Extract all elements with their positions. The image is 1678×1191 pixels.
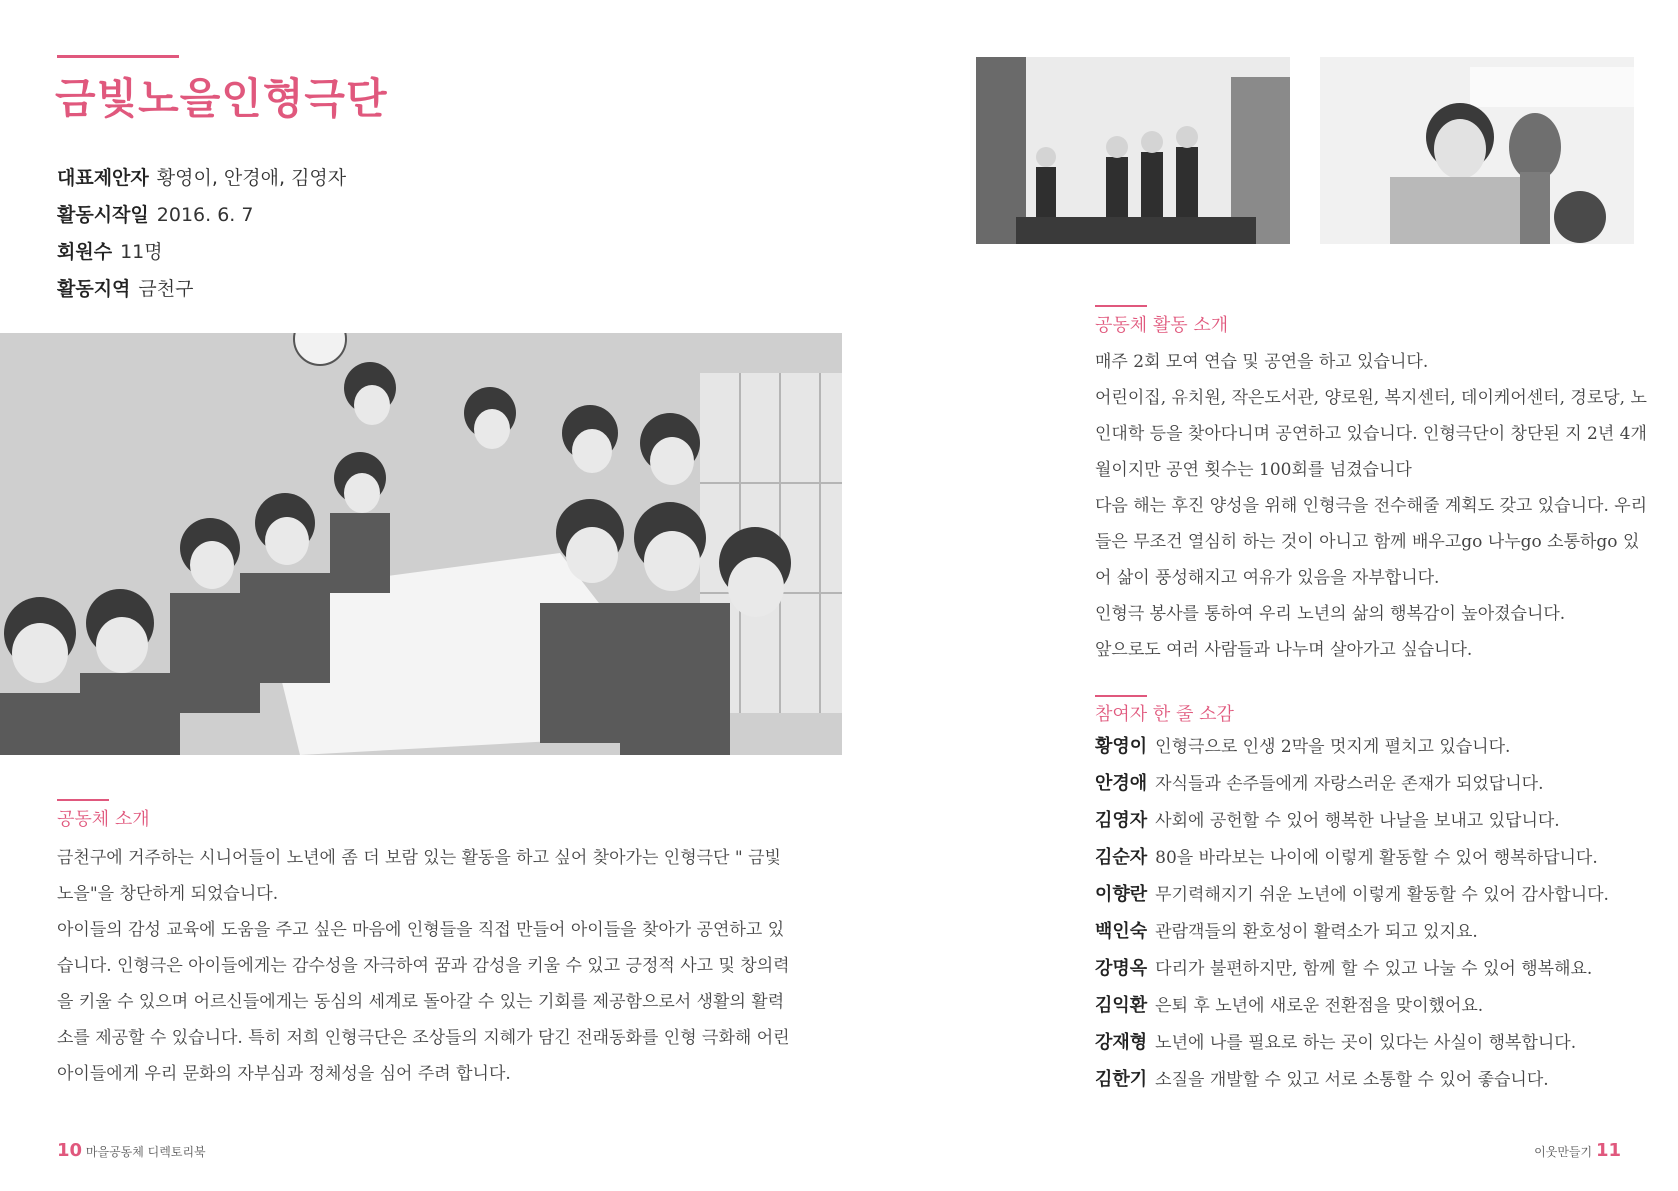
page-title: 금빛노을인형극단 (55, 74, 388, 123)
page-footer (1534, 1140, 1621, 1161)
title-accent-bar (57, 55, 179, 58)
info-value: 2016. 6. 7 (156, 204, 254, 226)
participant-comment: 인형극으로 인생 2막을 멋지게 펼치고 있습니다. (1155, 737, 1511, 757)
participant-comment: 80을 바라보는 나이에 이렇게 활동할 수 있어 행복하답니다. (1155, 848, 1598, 868)
puppet-stage-photo (976, 57, 1290, 244)
running-title: 마을공동체 디렉토리북 (85, 1145, 206, 1159)
info-value: 황영이, 안경애, 김영자 (156, 167, 347, 189)
info-label: 활동시작일 (57, 204, 149, 226)
participant-comment: 무기력해지기 쉬운 노년에 이렇게 활동할 수 있어 감사합니다. (1155, 885, 1609, 905)
paragraph: 매주 2회 모여 연습 및 공연을 하고 있습니다. (1095, 352, 1429, 372)
paragraph: 금천구에 거주하는 시니어들이 노년에 좀 더 보람 있는 활동을 하고 싶어 찾아가는 인형극단 " 금빛노을"을 창단하게 되었습니다. (57, 848, 781, 904)
info-label: 회원수 (57, 241, 113, 263)
list-item (1095, 765, 1655, 802)
paragraph: 인형극 봉사를 통하여 우리 노년의 삶의 행복감이 높아졌습니다. (1095, 604, 1566, 624)
paragraph: 어린이집, 유치원, 작은도서관, 양로원, 복지센터, 데이케어센터, 경로당, 노인대학 등을 찾아다니며 공연하고 있습니다. 인형극단이 창단된 지 2년 4개월이지만 공연 횟수는 100회를 넘겼습니다 (1095, 388, 1647, 480)
page-number: 11 (1595, 1140, 1621, 1161)
info-value: 11명 (120, 241, 163, 263)
participant-comment: 다리가 불편하지만, 함께 할 수 있고 나눌 수 있어 행복해요. (1155, 959, 1593, 979)
section-accent-bar (57, 799, 109, 801)
info-label: 대표제안자 (57, 167, 149, 189)
participant-comment: 노년에 나를 필요로 하는 곳이 있다는 사실이 행복합니다. (1155, 1033, 1577, 1053)
section-title-comments: 참여자 한 줄 소감 (1095, 704, 1234, 725)
puppeteer-photo (1320, 57, 1634, 244)
right-page (839, 0, 1678, 1191)
page-number: 10 (57, 1140, 83, 1161)
info-value: 금천구 (138, 278, 194, 300)
participant-name: 안경애 (1095, 773, 1148, 794)
paragraph: 다음 해는 후진 양성을 위해 인형극을 전수해줄 계획도 갖고 있습니다. 우리들은 무조건 열심히 하는 것이 아니고 함께 배우고go 나누go 소통하go 있어 삶이 풍성해지고 여유가 있음을 자부합니다. (1095, 496, 1648, 588)
list-item (1095, 987, 1655, 1024)
group-photo (0, 333, 842, 755)
list-item (1095, 1061, 1655, 1098)
list-item (1095, 839, 1655, 876)
comment-list (1095, 728, 1655, 1098)
participant-comment: 소질을 개발할 수 있고 서로 소통할 수 있어 좋습니다. (1155, 1070, 1549, 1090)
section-accent-bar (1095, 305, 1147, 307)
participant-name: 김익환 (1095, 995, 1148, 1016)
participant-comment: 은퇴 후 노년에 새로운 전환점을 맞이했어요. (1155, 996, 1484, 1016)
info-row-proposers (57, 160, 346, 197)
intro-text (57, 840, 792, 1092)
list-item (1095, 876, 1655, 913)
participant-name: 김순자 (1095, 847, 1148, 868)
list-item (1095, 950, 1655, 987)
info-label: 활동지역 (57, 278, 131, 300)
list-item (1095, 1024, 1655, 1061)
list-item (1095, 913, 1655, 950)
info-block (57, 160, 346, 308)
paragraph: 앞으로도 여러 사람들과 나누며 살아가고 싶습니다. (1095, 640, 1473, 660)
participant-name: 김영자 (1095, 810, 1148, 831)
list-item (1095, 728, 1655, 765)
info-row-region (57, 271, 346, 308)
section-title-activity: 공동체 활동 소개 (1095, 315, 1229, 336)
page-footer (57, 1140, 206, 1161)
info-row-members (57, 234, 346, 271)
section-accent-bar (1095, 695, 1147, 697)
section-title-intro: 공동체 소개 (57, 809, 150, 830)
activity-text (1095, 344, 1655, 668)
participant-name: 강명옥 (1095, 958, 1148, 979)
participant-name: 김한기 (1095, 1069, 1148, 1090)
info-row-start-date (57, 197, 346, 234)
participant-name: 강재형 (1095, 1032, 1148, 1053)
participant-name: 이향란 (1095, 884, 1148, 905)
list-item (1095, 802, 1655, 839)
paragraph: 아이들의 감성 교육에 도움을 주고 싶은 마음에 인형들을 직접 만들어 아이들을 찾아가 공연하고 있습니다. 인형극은 아이들에게는 감수성을 자극하여 꿈과 감성을 키울 수 있고 긍정적 사고 및 창의력을 키울 수 있으며 어르신들에게는 동심의 세계로 돌아갈 수 있는 기회를 제공함으로서 생활의 활력소를 제공할 수 있습니다. 특히 저희 인형극단은 조상들의 지혜가 담긴 전래동화를 인형 극화해 어린아이들에게 우리 문화의 자부심과 정체성을 심어 주려 합니다. (57, 920, 790, 1084)
participant-name: 백인숙 (1095, 921, 1148, 942)
running-title: 이웃만들기 (1534, 1145, 1593, 1159)
participant-comment: 사회에 공헌할 수 있어 행복한 나날을 보내고 있답니다. (1155, 811, 1560, 831)
participant-comment: 관람객들의 환호성이 활력소가 되고 있지요. (1155, 922, 1478, 942)
participant-comment: 자식들과 손주들에게 자랑스러운 존재가 되었답니다. (1155, 774, 1544, 794)
participant-name: 황영이 (1095, 736, 1148, 757)
